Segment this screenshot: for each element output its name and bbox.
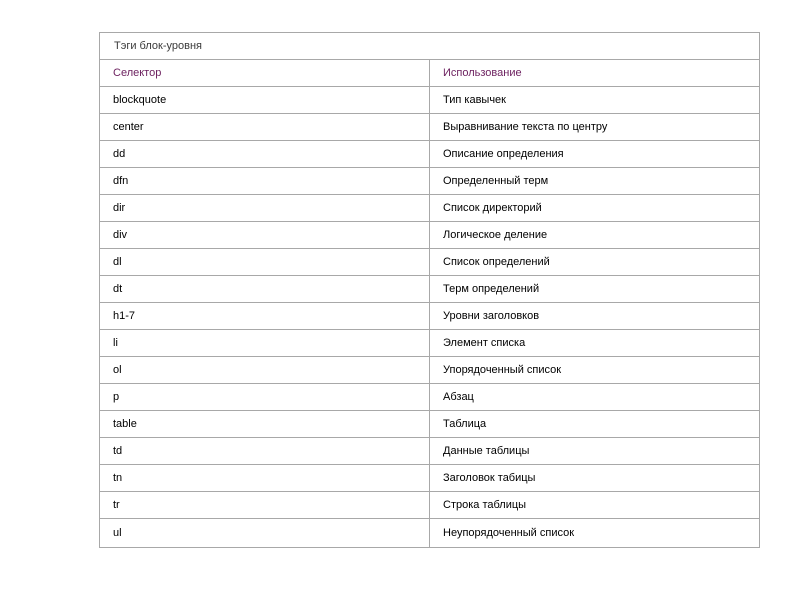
selector-cell: dt xyxy=(100,276,430,303)
selector-cell: h1-7 xyxy=(100,303,430,330)
column-header-usage: Использование xyxy=(430,60,760,87)
table-row xyxy=(100,384,760,411)
table-row xyxy=(100,411,760,438)
table-row xyxy=(100,195,760,222)
usage-cell: Определенный терм xyxy=(430,168,760,195)
selector-cell: table xyxy=(100,411,430,438)
selector-cell: dir xyxy=(100,195,430,222)
column-header-selector: Селектор xyxy=(100,60,430,87)
usage-cell: Список определений xyxy=(430,249,760,276)
selector-cell: dfn xyxy=(100,168,430,195)
table-title-row xyxy=(100,33,760,60)
usage-cell: Данные таблицы xyxy=(430,438,760,465)
selector-cell: center xyxy=(100,114,430,141)
usage-cell: Выравнивание текста по центру xyxy=(430,114,760,141)
usage-cell: Терм определений xyxy=(430,276,760,303)
usage-cell: Описание определения xyxy=(430,141,760,168)
table-row xyxy=(100,222,760,249)
selector-cell: dl xyxy=(100,249,430,276)
usage-cell: Уровни заголовков xyxy=(430,303,760,330)
table-header-row xyxy=(100,60,760,87)
selector-cell: tn xyxy=(100,465,430,492)
usage-cell: Строка таблицы xyxy=(430,492,760,519)
usage-cell: Таблица xyxy=(430,411,760,438)
usage-cell: Абзац xyxy=(430,384,760,411)
table-row xyxy=(100,141,760,168)
selector-cell: dd xyxy=(100,141,430,168)
table-row xyxy=(100,492,760,519)
selector-cell: ol xyxy=(100,357,430,384)
table-row xyxy=(100,276,760,303)
table-row xyxy=(100,249,760,276)
usage-cell: Заголовок табицы xyxy=(430,465,760,492)
usage-cell: Неупорядоченный список xyxy=(430,519,760,548)
table-row xyxy=(100,330,760,357)
usage-cell: Упорядоченный список xyxy=(430,357,760,384)
selector-cell: ul xyxy=(100,519,430,548)
table-row xyxy=(100,114,760,141)
table-row xyxy=(100,465,760,492)
usage-cell: Элемент списка xyxy=(430,330,760,357)
table-row xyxy=(100,519,760,548)
selector-cell: div xyxy=(100,222,430,249)
table-row xyxy=(100,87,760,114)
selector-cell: tr xyxy=(100,492,430,519)
selector-cell: td xyxy=(100,438,430,465)
table-row xyxy=(100,357,760,384)
usage-cell: Список директорий xyxy=(430,195,760,222)
selector-cell: p xyxy=(100,384,430,411)
block-tags-table xyxy=(99,32,760,548)
selector-cell: blockquote xyxy=(100,87,430,114)
selector-cell: li xyxy=(100,330,430,357)
usage-cell: Тип кавычек xyxy=(430,87,760,114)
table-row xyxy=(100,168,760,195)
usage-cell: Логическое деление xyxy=(430,222,760,249)
table-row xyxy=(100,438,760,465)
table-title: Тэги блок-уровня xyxy=(100,33,760,60)
table-row xyxy=(100,303,760,330)
